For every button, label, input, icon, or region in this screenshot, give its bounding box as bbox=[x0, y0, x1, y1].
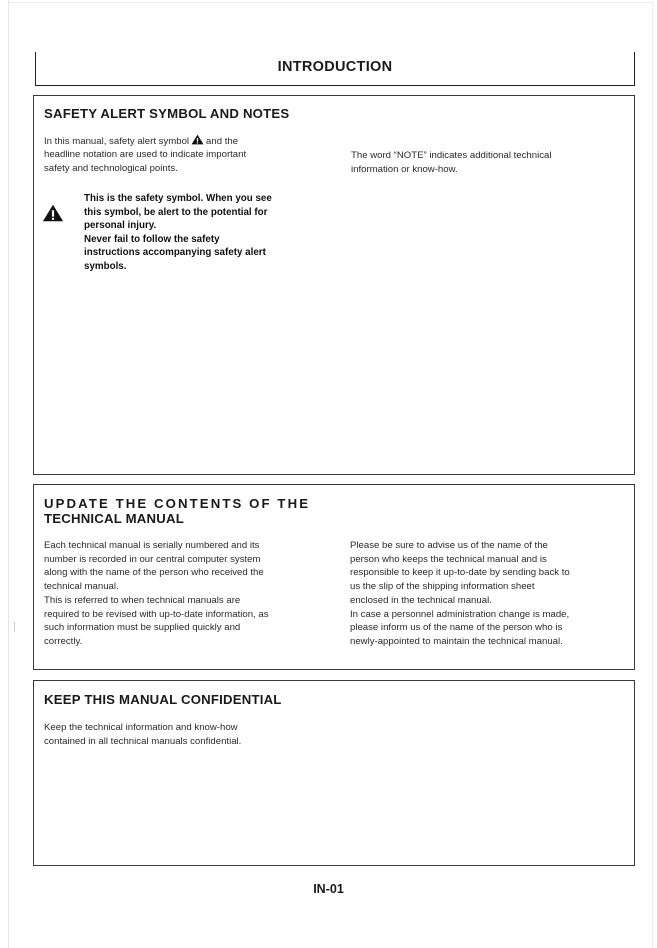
header-frame bbox=[35, 52, 635, 86]
update-right-line-8: newly-appointed to maintain the technical manual. bbox=[350, 635, 563, 647]
confidential-line-2: contained in all technical manuals confidential. bbox=[44, 735, 242, 747]
page-edge-mark bbox=[14, 622, 15, 632]
update-left-line-8: correctly. bbox=[44, 635, 83, 647]
safety-symbol-line-5: instructions accompanying safety alert bbox=[84, 247, 266, 259]
update-left-line-2: number is recorded in our central computer system bbox=[44, 553, 261, 565]
page-edge-top bbox=[8, 2, 653, 3]
safety-intro-line-1 bbox=[44, 134, 238, 149]
safety-symbol-text bbox=[84, 192, 272, 274]
safety-symbol-line-2: this symbol, be alert to the potential for bbox=[84, 206, 268, 218]
update-left-column bbox=[44, 539, 269, 649]
page-edge-right bbox=[652, 2, 653, 948]
update-right-line-2: person who keeps the technical manual and is bbox=[350, 553, 547, 565]
update-left-line-5: This is referred to when technical manuals are bbox=[44, 594, 241, 606]
update-right-column bbox=[350, 539, 570, 649]
safety-intro-line-2: headline notation are used to indicate important bbox=[44, 149, 247, 160]
safety-intro-line-3: safety and technological points. bbox=[44, 163, 178, 174]
page-edge-left bbox=[8, 0, 9, 948]
update-left-line-7: such information must be supplied quickly and bbox=[44, 622, 241, 634]
safety-symbol-line-3: personal injury. bbox=[84, 220, 157, 232]
update-right-line-4: us the slip of the shipping information sheet bbox=[350, 581, 535, 593]
safety-intro-text-2: and the bbox=[206, 136, 239, 147]
update-section bbox=[33, 484, 635, 670]
page-number: IN-01 bbox=[313, 882, 344, 896]
safety-section bbox=[33, 95, 635, 475]
update-section-title-line-2: TECHNICAL MANUAL bbox=[44, 511, 184, 526]
update-right-line-7: please inform us of the name of the person who is bbox=[350, 622, 563, 634]
update-right-line-6: In case a personnel administration change is made, bbox=[350, 608, 570, 620]
note-line-2: information or know-how. bbox=[351, 164, 458, 175]
update-section-title-line-1: UPDATE THE CONTENTS OF THE bbox=[44, 496, 311, 511]
safety-intro-text-1: In this manual, safety alert symbol bbox=[44, 136, 190, 147]
note-line-1: The word “NOTE” indicates additional technical bbox=[351, 150, 552, 161]
update-left-line-6: required to be revised with up-to-date information, as bbox=[44, 608, 269, 620]
update-right-line-1: Please be sure to advise us of the name of the bbox=[350, 540, 548, 551]
update-left-line-3: along with the name of the person who received the bbox=[44, 567, 264, 579]
confidential-section-title: KEEP THIS MANUAL CONFIDENTIAL bbox=[44, 692, 282, 707]
confidential-text bbox=[44, 721, 241, 748]
update-left-line-4: technical manual. bbox=[44, 581, 119, 593]
warning-triangle-icon bbox=[191, 134, 204, 145]
update-right-line-3: responsible to keep it up-to-date by sending back to bbox=[350, 567, 570, 579]
update-right-line-5: enclosed in the technical manual. bbox=[350, 594, 492, 606]
safety-symbol-line-4: Never fail to follow the safety bbox=[84, 233, 220, 245]
safety-section-title: SAFETY ALERT SYMBOL AND NOTES bbox=[44, 106, 290, 121]
safety-symbol-line-6: symbols. bbox=[84, 260, 127, 272]
page-title: INTRODUCTION bbox=[277, 59, 393, 75]
warning-triangle-icon bbox=[42, 203, 64, 223]
update-left-line-1: Each technical manual is serially numbered and its bbox=[44, 540, 260, 551]
confidential-section bbox=[33, 680, 635, 866]
confidential-line-1: Keep the technical information and know-how bbox=[44, 722, 238, 733]
safety-symbol-line-1: This is the safety symbol. When you see bbox=[84, 193, 272, 204]
